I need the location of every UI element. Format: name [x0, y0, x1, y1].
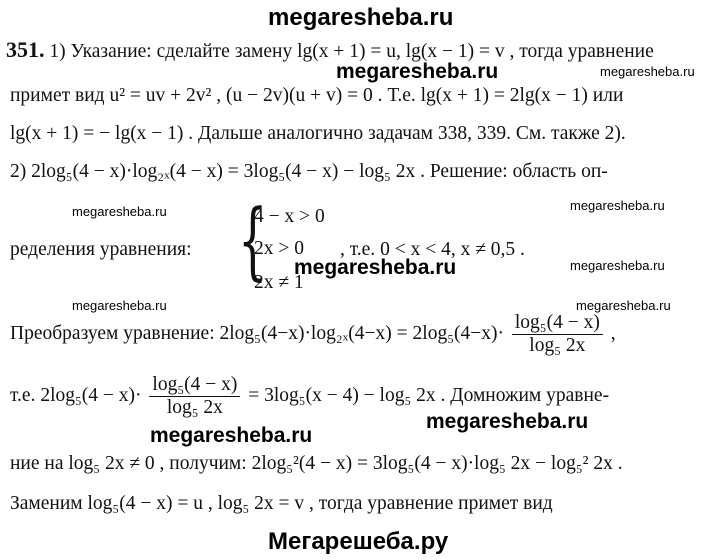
line-5-suffix: , т.е. 0 < x < 4, x ≠ 0,5 .: [340, 239, 525, 260]
watermark-mid-1: megaresheba.ru: [336, 60, 499, 83]
watermark-small-2: megaresheba.ru: [72, 204, 167, 219]
line-1-text: 1) Указание: сделайте замену lg(x + 1) = u, lg(x − 1) = v , тогда уравнение: [49, 41, 654, 62]
watermark-mid-3: megaresheba.ru: [426, 410, 589, 433]
problem-number: 351.: [6, 37, 45, 62]
problem-line-3: lg(x + 1) = − lg(x − 1) . Дальше аналогично задачам 338, 339. См. также 2).: [10, 123, 626, 144]
line-6-frac-den: log₅ 2x: [529, 335, 586, 356]
line-6-frac-num: log₅(4 − x): [512, 312, 603, 335]
line-7-frac-num: log₅(4 − x): [149, 374, 240, 397]
watermark-small-4: megaresheba.ru: [570, 258, 665, 273]
watermark-small-6: megaresheba.ru: [576, 298, 671, 313]
watermark-mid-4: megaresheba.ru: [150, 424, 313, 447]
watermark-top: megaresheba.ru: [268, 4, 454, 31]
problem-line-4: 2) 2log₅(4 − x)·log₂ₓ(4 − x) = 3log₅(4 − x) − log₅ 2x . Решение: область оп-: [10, 161, 608, 182]
line-6-fraction: [512, 312, 603, 357]
problem-line-2: примет вид u² = uv + 2v² , (u − 2v)(u + v) = 0 . Т.е. lg(x + 1) = 2lg(x − 1) или: [10, 85, 624, 106]
system-row-1: 4 − x > 0: [254, 206, 325, 227]
line-6-suffix: ,: [610, 322, 616, 344]
line-7-frac-den: log₅ 2x: [166, 397, 223, 418]
problem-line-6: [10, 312, 616, 357]
system-brace: {: [238, 191, 268, 289]
line-6-prefix: Преобразуем уравнение: 2log₅(4−x)·log₂ₓ(4−x) = 2log₅(4−x)·: [10, 322, 504, 344]
problem-line-9: Заменим log₅(4 − x) = u , log₅ 2x = v , тогда уравнение примет вид: [10, 493, 553, 514]
watermark-small-1: megaresheba.ru: [600, 64, 695, 79]
system-row-2: 2x > 0: [254, 238, 304, 259]
system-row-3: 2x ≠ 1: [254, 272, 304, 293]
line-7-suffix: = 3log₅(x − 4) − log₅ 2x . Домножим уравне-: [248, 384, 610, 406]
problem-line-8: ние на log₅ 2x ≠ 0 , получим: 2log₅²(4 − x) = 3log₅(4 − x)·log₅ 2x − log₅² 2x .: [10, 453, 623, 474]
watermark-bottom: Мегарешеба.ру: [268, 528, 449, 555]
line-5-prefix: ределения уравнения:: [10, 239, 192, 260]
line-7-prefix: т.е. 2log₅(4 − x)·: [10, 384, 142, 406]
watermark-small-5: megaresheba.ru: [72, 298, 167, 313]
problem-line-1: [6, 38, 654, 64]
watermark-small-3: megaresheba.ru: [570, 198, 665, 213]
watermark-mid-2: megaresheba.ru: [294, 256, 457, 279]
line-7-fraction: [149, 374, 240, 419]
